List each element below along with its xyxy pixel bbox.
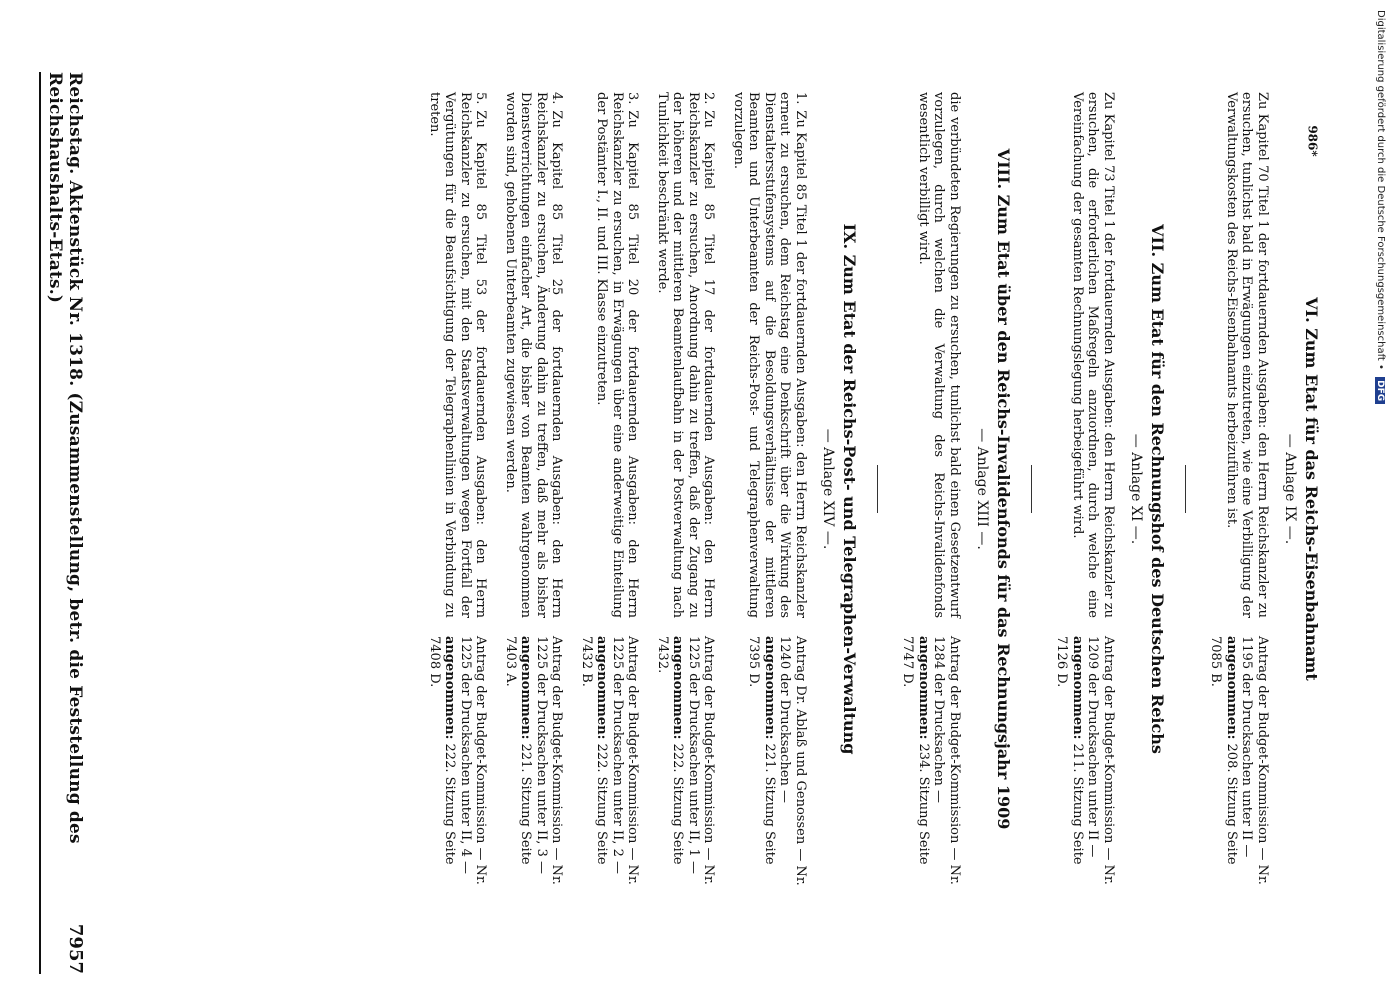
aside-session: 211. Sitzung Seite 7126 D. bbox=[1054, 636, 1085, 865]
section-annex: — Anlage XIV —. bbox=[820, 428, 836, 550]
aside-motion: Antrag der Budget-Kommission — Nr. 1209 der Drucksachen unter II — bbox=[1085, 636, 1116, 885]
section bbox=[900, 92, 1013, 886]
entry-aside bbox=[579, 632, 641, 886]
resolution-entry bbox=[1054, 92, 1116, 886]
section-heading: VIII. Zum Etat über den Reichs-Invalidenfonds für das Rechnungsjahr 1909 bbox=[994, 148, 1013, 830]
aside-motion: Antrag der Budget-Kommission — Nr. 1225 der Drucksachen unter II, 1 — bbox=[686, 636, 717, 885]
entry-number: 2. bbox=[701, 92, 717, 105]
section-annex: — Anlage IX —. bbox=[1282, 433, 1298, 545]
entry-text-block bbox=[579, 92, 641, 632]
document-body bbox=[405, 92, 1322, 886]
entry-text: Zu Kapitel 85 Titel 25 der fortdauernden Ausgaben: den Herrn Reichskanzler zu ersuchen, Änderung dahin zu treffen, daß mehr als bisher Dienstverrichtungen einfacher Art, die bisher von Beamten wahrgenommen worden sind, gehobenen Unterbeamten zugewiesen werden. bbox=[503, 92, 565, 618]
running-head-title: Reichstag. Aktenstück Nr. 1318. (Zusammenstellung, betr. die Feststellung des Reichshaushalts-Etats.) bbox=[45, 72, 85, 844]
entry-aside bbox=[1208, 632, 1270, 886]
section-heading: VII. Zum Etat für den Rechnungshof des Deutschen Reichs bbox=[1148, 224, 1167, 754]
aside-accepted: angenommen: bbox=[916, 636, 931, 740]
aside-session: 222. Sitzung Seite 7432 B. bbox=[579, 636, 610, 865]
entry-text-block bbox=[1054, 92, 1116, 632]
aside-accepted: angenommen: bbox=[762, 636, 777, 740]
aside-accepted: angenommen: bbox=[594, 636, 610, 740]
resolution-entry bbox=[579, 92, 641, 886]
resolution-entry bbox=[1208, 92, 1270, 886]
aside-session: 221. Sitzung Seite 7395 D. bbox=[746, 636, 777, 865]
aside-session: 222. Sitzung Seite 7408 D. bbox=[427, 636, 458, 865]
entry-text-block bbox=[427, 92, 489, 632]
entry-text: Zu Kapitel 73 Titel 1 der fortdauernden Ausgaben: den Herrn Reichskanzler zu ersuchen, die erforderlichen Maßregeln anzuordnen, durch welche eine Vereinfachung der gesamten Rechnungslegung herbeigeführt wird. bbox=[1070, 92, 1116, 618]
entry-aside bbox=[731, 632, 809, 886]
entry-text: Zu Kapitel 70 Titel 1 der fortdauernden Ausgaben: den Herrn Reichskanzler zu ersuchen, tunlichst bald in Erwägungen einzutreten, wie eine Verbilligung der Verwaltungskosten des Reichs-Eisenbahnamts herbeizuführen ist. bbox=[1224, 92, 1270, 618]
entry-text: Zu Kapitel 85 Titel 53 der fortdauernden Ausgaben: den Herrn Reichskanzler zu ersuchen, mit den Staatsverwaltungen wegen Fortfall der Vergütungen für die Beaufsichtigung der Telegraphenlinien in Verbindung zu treten. bbox=[427, 92, 489, 618]
aside-motion: Antrag der Budget-Kommission — Nr. 1225 der Drucksachen unter II, 3 — bbox=[534, 636, 565, 885]
aside-accepted: angenommen: bbox=[518, 636, 534, 740]
aside-motion: Antrag der Budget-Kommission — Nr. 1195 der Drucksachen unter II — bbox=[1239, 636, 1270, 885]
entry-text-block bbox=[1208, 92, 1270, 632]
aside-motion: Antrag der Budget-Kommission — Nr. 1225 der Drucksachen unter II, 2 — bbox=[610, 636, 641, 885]
resolution-entry bbox=[655, 92, 717, 886]
digitization-text: Digitalisierung gefördert durch die Deutsche Forschungsgemeinschaft • bbox=[1375, 10, 1386, 370]
sections-container bbox=[427, 92, 1322, 886]
aside-session: 208. Sitzung Seite 7085 B. bbox=[1208, 636, 1239, 865]
aside-motion: Antrag der Budget-Kommission — Nr. 1225 der Drucksachen unter II, 4 — bbox=[458, 636, 489, 885]
entry-text-block bbox=[900, 92, 962, 632]
section-annex: — Anlage XI —. bbox=[1128, 433, 1144, 545]
entry-aside bbox=[427, 632, 489, 886]
entry-text: Zu Kapitel 85 Titel 20 der fortdauernden Ausgaben: den Herrn Reichskanzler zu ersuchen, in Erwägungen über eine anderweitige Einteilung der Postämter I., II. und III. Klasse einzutreten. bbox=[594, 92, 641, 618]
page-number: 7957 bbox=[65, 923, 86, 974]
aside-motion: Antrag der Budget-Kommission — Nr. 1284 der Drucksachen — bbox=[931, 636, 962, 885]
aside-motion: Antrag Dr. Ablaß und Genossen — Nr. 1240 der Drucksachen — bbox=[777, 636, 808, 886]
aside-session: 221. Sitzung Seite 7403 A. bbox=[503, 636, 534, 865]
entry-number: 4. bbox=[549, 92, 565, 105]
section-heading: IX. Zum Etat der Reichs-Post- und Telegraphen-Verwaltung bbox=[840, 223, 859, 755]
section bbox=[427, 92, 860, 886]
section-heading: VI. Zum Etat für das Reichs-Eisenbahnamt bbox=[1302, 297, 1321, 681]
section-annex: — Anlage XIII —. bbox=[974, 428, 990, 550]
section bbox=[1208, 92, 1321, 886]
entry-number: 3. bbox=[625, 92, 641, 105]
entry-text: Zu Kapitel 85 Titel 1 der fortdauernden Ausgaben: den Herrn Reichskanzler erneut zu ersuchen, dem Reichstag eine Denkschrift über die Wirkung des Dienstaltersstufensystems auf die Besoldungsverhältnisse der mittleren Beamten und Unterbeamten der Reichs-Post- und Telegraphenverwaltung vorzulegen. bbox=[731, 92, 808, 618]
entry-text: die verbündeten Regierungen zu ersuchen, tunlichst bald einen Gesetzentwurf vorzulegen, durch welchen die Verwaltung des Reichs-Invalidenfonds wesentlich verbilligt wird. bbox=[916, 92, 962, 618]
resolution-entry bbox=[503, 92, 565, 886]
resolution-entry bbox=[731, 92, 809, 886]
entry-number: 5. bbox=[473, 92, 489, 105]
section bbox=[1054, 92, 1167, 886]
entry-text-block bbox=[731, 92, 809, 632]
section-divider bbox=[1031, 465, 1032, 513]
section-divider bbox=[1185, 465, 1186, 513]
entry-aside bbox=[655, 632, 717, 886]
entry-aside bbox=[1054, 632, 1116, 886]
aside-accepted: angenommen: bbox=[670, 636, 686, 740]
aside-session: 234. Sitzung Seite 7747 D. bbox=[900, 636, 931, 865]
resolution-entry bbox=[427, 92, 489, 886]
section-divider bbox=[877, 465, 878, 513]
resolution-entry bbox=[900, 92, 962, 886]
aside-accepted: angenommen: bbox=[442, 636, 458, 740]
entry-text: Zu Kapitel 85 Titel 17 der fortdauernden Ausgaben: den Herrn Reichskanzler zu ersuchen, Anordnung dahin zu treffen, daß der Zugang zu der höheren und der mittleren Beamtenlaufbahn in der Postverwaltung nach Tunlichkeit beschränkt werde. bbox=[655, 92, 717, 618]
digitization-note bbox=[1372, 10, 1386, 790]
entry-aside bbox=[900, 632, 962, 886]
entry-aside bbox=[503, 632, 565, 886]
dfg-logo: DFG bbox=[1375, 377, 1385, 404]
aside-accepted: angenommen: bbox=[1224, 636, 1239, 740]
entry-number: 1. bbox=[793, 92, 808, 105]
page-mark: 986* bbox=[1305, 125, 1320, 157]
entry-text-block bbox=[503, 92, 565, 632]
aside-session: 222. Sitzung Seite 7432. bbox=[655, 636, 686, 865]
aside-accepted: angenommen: bbox=[1070, 636, 1085, 740]
entry-text-block bbox=[655, 92, 717, 632]
running-head bbox=[39, 72, 86, 974]
